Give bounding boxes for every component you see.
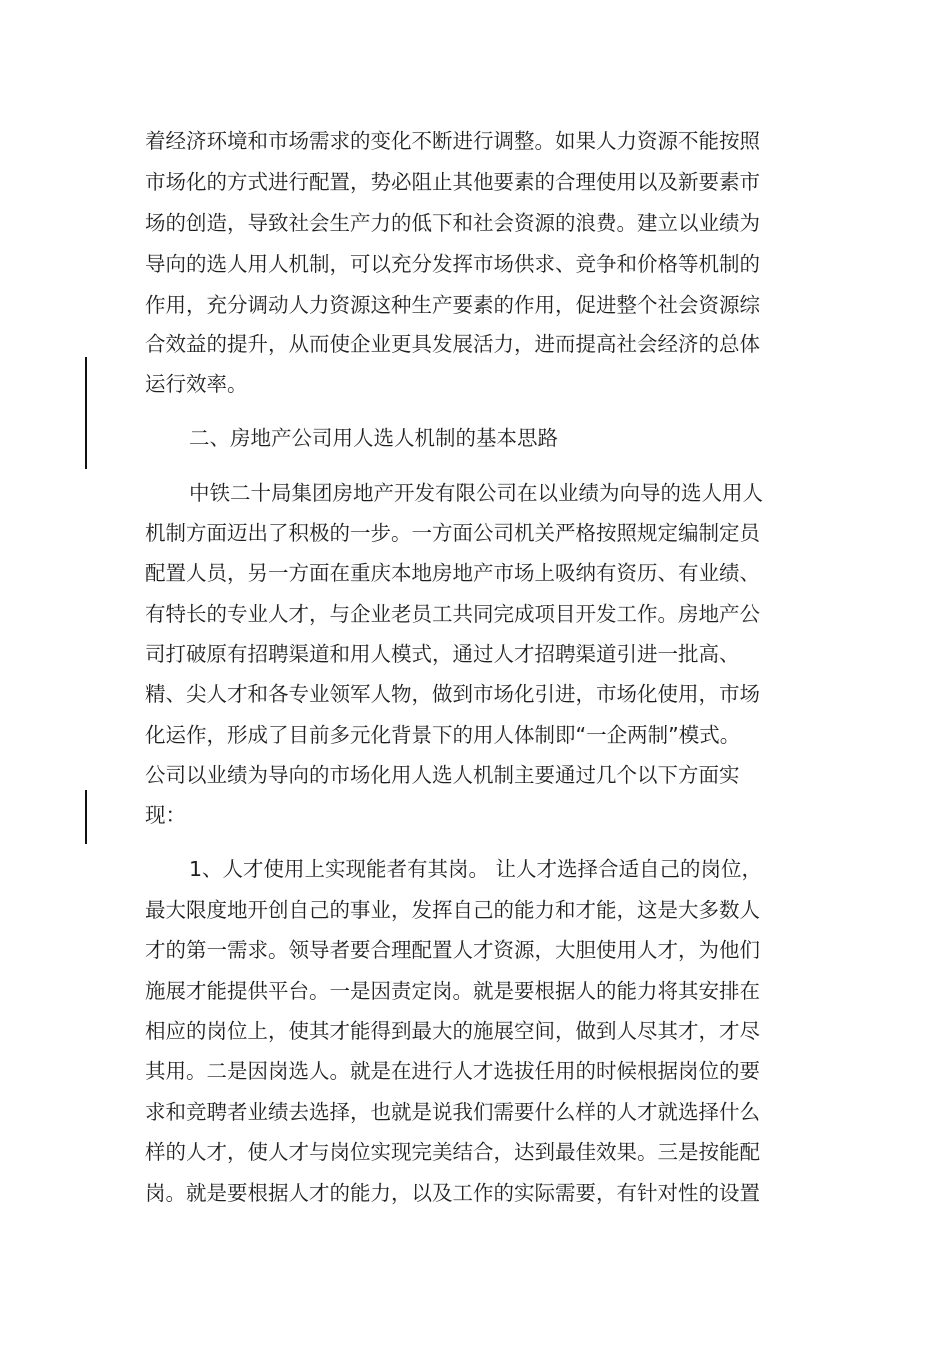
section-heading: 二、房地产公司用人选人机制的基本思路 — [189, 426, 558, 450]
paragraph-line: 着经济环境和市场需求的变化不断进行调整。如果人力资源不能按照 — [145, 129, 760, 153]
paragraph-line: 配置人员，另一方面在重庆本地房地产市场上吸纳有资历、有业绩、 — [145, 561, 760, 585]
paragraph-line: 市场化的方式进行配置，势必阻止其他要素的合理使用以及新要素市 — [145, 170, 760, 194]
paragraph-line: 求和竞聘者业绩去选择，也就是说我们需要什么样的人才就选择什么 — [145, 1100, 760, 1124]
paragraph-line: 公司以业绩为导向的市场化用人选人机制主要通过几个以下方面实 — [145, 763, 740, 787]
paragraph-line: 相应的岗位上，使其才能得到最大的施展空间，做到人尽其才，才尽 — [145, 1019, 760, 1043]
paragraph-line: 化运作，形成了目前多元化背景下的用人体制即“一企两制”模式。 — [145, 723, 741, 747]
paragraph-line: 合效益的提升，从而使企业更具发展活力，进而提高社会经济的总体 — [145, 332, 760, 356]
revision-bar — [85, 790, 87, 844]
paragraph-line: 精、尖人才和各专业领军人物，做到市场化引进，市场化使用，市场 — [145, 682, 760, 706]
paragraph-line: 现： — [145, 803, 186, 827]
paragraph-line: 导向的选人用人机制，可以充分发挥市场供求、竞争和价格等机制的 — [145, 252, 760, 276]
paragraph-line: 施展才能提供平台。一是因责定岗。就是要根据人的能力将其安排在 — [145, 979, 760, 1003]
paragraph-line: 运行效率。 — [145, 372, 248, 396]
numbered-item-line: 1、人才使用上实现能者有其岗。 让人才选择合适自己的岗位， — [189, 857, 763, 881]
paragraph-line: 最大限度地开创自己的事业，发挥自己的能力和才能，这是大多数人 — [145, 898, 760, 922]
paragraph-line: 才的第一需求。领导者要合理配置人才资源，大胆使用人才，为他们 — [145, 938, 760, 962]
paragraph-line: 有特长的专业人才，与企业老员工共同完成项目开发工作。房地产公 — [145, 602, 760, 626]
paragraph-line: 机制方面迈出了积极的一步。一方面公司机关严格按照规定编制定员 — [145, 521, 760, 545]
paragraph-line: 其用。二是因岗选人。就是在进行人才选拔任用的时候根据岗位的要 — [145, 1059, 760, 1083]
paragraph-line: 场的创造，导致社会生产力的低下和社会资源的浪费。建立以业绩为 — [145, 211, 760, 235]
paragraph-line: 司打破原有招聘渠道和用人模式，通过人才招聘渠道引进一批高、 — [145, 642, 740, 666]
paragraph-line: 作用，充分调动人力资源这种生产要素的作用，促进整个社会资源综 — [145, 293, 760, 317]
paragraph-line: 岗。就是要根据人才的能力，以及工作的实际需要，有针对性的设置 — [145, 1181, 760, 1205]
paragraph-line: 中铁二十局集团房地产开发有限公司在以业绩为向导的选人用人 — [189, 481, 763, 505]
revision-bar — [85, 357, 87, 469]
paragraph-line: 样的人才，使人才与岗位实现完美结合，达到最佳效果。三是按能配 — [145, 1140, 760, 1164]
